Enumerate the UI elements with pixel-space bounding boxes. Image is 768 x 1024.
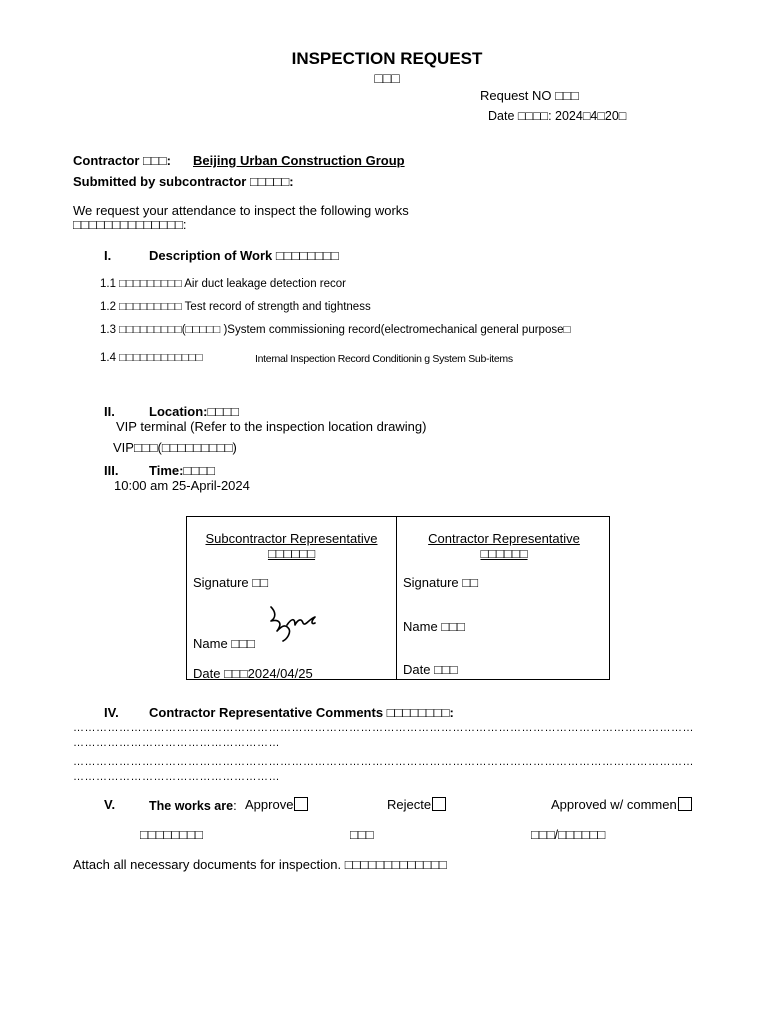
comments-line-1b[interactable]: ……………………………………………… [73,737,280,749]
location-line-2: VIP□□□(□□□□□□□□□) [113,440,237,455]
section-5-number: V. [104,797,116,812]
subcontractor-name-label: Name □□□ [193,636,255,651]
document-title: INSPECTION REQUEST [291,49,483,68]
section-1-number: I. [104,248,112,263]
intro-line-2: □□□□□□□□□□□□□□: [73,217,187,232]
inspection-time: 10:00 am 25-April-2024 [114,478,250,493]
contractor-rep-title [397,531,611,561]
approved-comments-checkbox[interactable] [678,797,692,811]
subcontractor-label: Submitted by subcontractor □□□□□: [73,174,294,189]
rejected-label-cn: □□□ [350,827,374,842]
section-4-number: IV. [104,705,119,720]
rejected-option[interactable] [387,797,446,812]
work-item-1: 1.1 □□□□□□□□□ Air duct leakage detection recor [100,278,346,290]
contractor-date: Date □□□ [403,662,458,677]
subcontractor-date: Date □□□2024/04/25 [193,666,313,681]
contractor-label: Contractor □□□: [73,153,171,168]
location-line-1: VIP terminal (Refer to the inspection location drawing) [116,419,427,434]
approved-comments-label: Approved w/ commen [551,797,677,812]
contractor-signature-label: Signature □□ [403,575,478,590]
approved-label: Approve [245,797,294,812]
section-3-heading: Time:□□□□ [149,463,215,478]
rejected-label: Rejecte [387,797,432,812]
signature-table [186,516,610,680]
section-2-heading: Location:□□□□ [149,404,239,419]
approved-option[interactable] [245,797,308,812]
subcontractor-rep-title-cn: □□□□□□ [267,546,316,561]
comments-line-2[interactable]: ……………………………………………………………………………………………………………………………………………… [73,756,694,768]
approved-checkbox[interactable] [294,797,308,811]
request-date: Date □□□□: 2024□4□20□ [488,109,627,123]
comments-line-2b[interactable]: ……………………………………………… [73,771,280,783]
section-3-number: III. [104,463,119,478]
work-item-2: 1.2 □□□□□□□□□ Test record of strength and tightness [100,301,371,313]
works-are-label: The works are [149,799,234,813]
contractor-rep-title-en: Contractor Representative [428,531,580,546]
request-number: Request NO □□□ [480,88,579,103]
works-are-line [149,798,237,813]
work-item-4-tail: Internal Inspection Record Conditionin g System Sub-items [255,353,513,365]
subcontractor-rep-title [187,531,396,561]
subcontractor-rep-title-en: Subcontractor Representative [205,531,378,546]
intro-line-1: We request your attendance to inspect the following works [73,203,409,218]
contractor-rep-title-cn: □□□□□□ [480,546,528,561]
rejected-checkbox[interactable] [432,797,446,811]
attachments-note: Attach all necessary documents for inspection. □□□□□□□□□□□□□ [73,857,447,872]
section-1-heading: Description of Work □□□□□□□□ [149,248,339,263]
contractor-value: Beijing Urban Construction Group [193,153,405,168]
work-item-4: 1.4 □□□□□□□□□□□□ [100,352,203,364]
section-2-number: II. [104,404,115,419]
section-4-heading: Contractor Representative Comments □□□□□□□□: [149,705,454,720]
work-item-3: 1.3 □□□□□□□□□(□□□□□ )System commissioning record(electromechanical general purpose□ [100,324,571,336]
approved-comments-option[interactable] [551,797,692,812]
comments-line-1[interactable]: ……………………………………………………………………………………………………………………………………………… [73,722,694,734]
document-subtitle: □□□ [374,70,400,86]
approved-comments-label-cn: □□□/□□□□□□ [531,827,606,842]
approved-label-cn: □□□□□□□□ [140,827,203,842]
subcontractor-signature-label: Signature □□ [193,575,268,590]
contractor-name-label: Name □□□ [403,619,465,634]
handwritten-signature [265,603,321,643]
works-are-colon: : [233,798,237,813]
